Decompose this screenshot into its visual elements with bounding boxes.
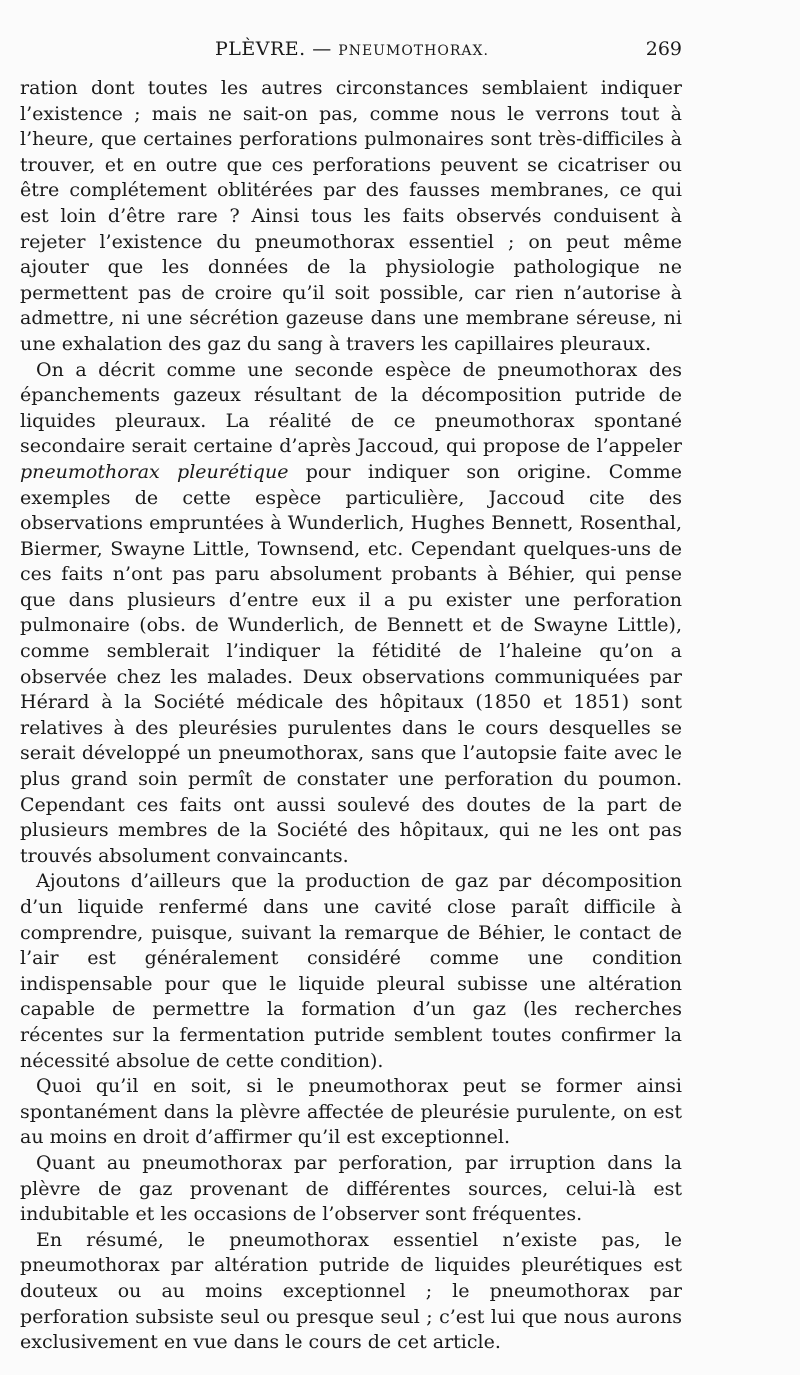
paragraph-6: [20, 1228, 682, 1356]
paragraph-5-text: Quant au pneumothorax par perforation, par irruption dans la plèvre de gaz provenant de différentes sources, celui-là est indubitable et les occasions de l’observer sont fréquentes.: [20, 1151, 682, 1226]
running-title-sub: PNEUMOTHORAX.: [338, 43, 489, 59]
running-title-main: PLÈVRE. —: [215, 38, 332, 60]
page-number: 269: [645, 38, 682, 60]
paragraph-2-text-start: On a décrit comme une seconde espèce de pneumothorax des épanchements gazeux résultant de la décomposition putride de liquides pleuraux. La réalité de ce pneumothorax spontané secondaire serait certaine d’après Jaccoud, qui propose de l’appeler: [20, 358, 682, 458]
paragraph-2: [20, 358, 682, 870]
paragraph-1: [20, 76, 682, 358]
paragraph-2-text-end: pour indiquer son origine. Comme exemples de cette espèce particulière, Jaccoud cite des observations empruntées à Wunderlich, Hughes Bennett, Rosenthal, Biermer, Swayne Little, Townsend, etc. Cependant quelques-uns de ces faits n’ont pas paru absolument probants à Béhier, qui pense que dans plusieurs d’entre eux il a pu exister une perforation pulmonaire (obs. de Wunderlich, de Bennett et de Swayne Little), comme semblerait l’indiquer la fétidité de l’haleine qu’on a observée chez les malades. Deux observations communiquées par Hérard à la Société médicale des hôpitaux (1850 et 1851) sont relatives à des pleurésies purulentes dans le cours desquelles se serait développé un pneumothorax, sans que l’autopsie faite avec le plus grand soin permît de constater une perforation du poumon. Cependant ces faits ont aussi soulevé des doutes de la part de plusieurs membres de la Société des hôpitaux, qui ne les ont pas trouvés absolument convaincants.: [20, 460, 682, 867]
paragraph-2-emphasis: pneumothorax pleurétique: [20, 460, 289, 483]
running-header: [0, 38, 800, 68]
paragraph-3: [20, 869, 682, 1074]
paragraph-4-text: Quoi qu’il en soit, si le pneumothorax peut se former ainsi spontanément dans la plèvre affectée de pleurésie purulente, on est au moins en droit d’affirmer qu’il est exceptionnel.: [20, 1075, 682, 1149]
paragraph-5: [20, 1151, 682, 1228]
paragraph-1-text: ration dont toutes les autres circonstances semblaient indiquer l’existence ; mais ne sait-on pas, comme nous le verrons tout à l’heure, que certaines perforations pulmonaires sont très-difficiles à trouver, et en outre que ces perforations peuvent se cicatriser ou être complétement oblitérées par des fausses membranes, ce qui est loin d’être rare ? Ainsi tous les faits observés conduisent à rejeter l’existence du pneumothorax essentiel ; on peut même ajouter que les données de la physiologie pathologique ne permettent pas de croire qu’il soit possible, car rien n’autorise à admettre, ni une sécrétion gazeuse dans une membrane séreuse, ni une exhalation des gaz du sang à travers les capillaires pleuraux.: [20, 77, 682, 355]
paragraph-6-text: En résumé, le pneumothorax essentiel n’existe pas, le pneumothorax par altération putride de liquides pleurétiques est douteux ou au moins exceptionnel ; le pneumothorax par perforation subsiste seul ou presque seul ; c’est lui que nous aurons exclusivement en vue dans le cours de cet article.: [20, 1228, 682, 1354]
running-title: [215, 38, 489, 60]
body-text: [20, 76, 682, 1356]
paragraph-3-text: Ajoutons d’ailleurs que la production de gaz par décomposition d’un liquide renfermé dans une cavité close paraît difficile à comprendre, puisque, suivant la remarque de Béhier, le contact de l’air est généralement considéré comme une condition indispensable pour que le liquide pleural subisse une altération capable de permettre la formation d’un gaz (les recherches récentes sur la fermentation putride semblent toutes confirmer la nécessité absolue de cette condition).: [20, 870, 682, 1072]
paragraph-4: [20, 1074, 682, 1151]
